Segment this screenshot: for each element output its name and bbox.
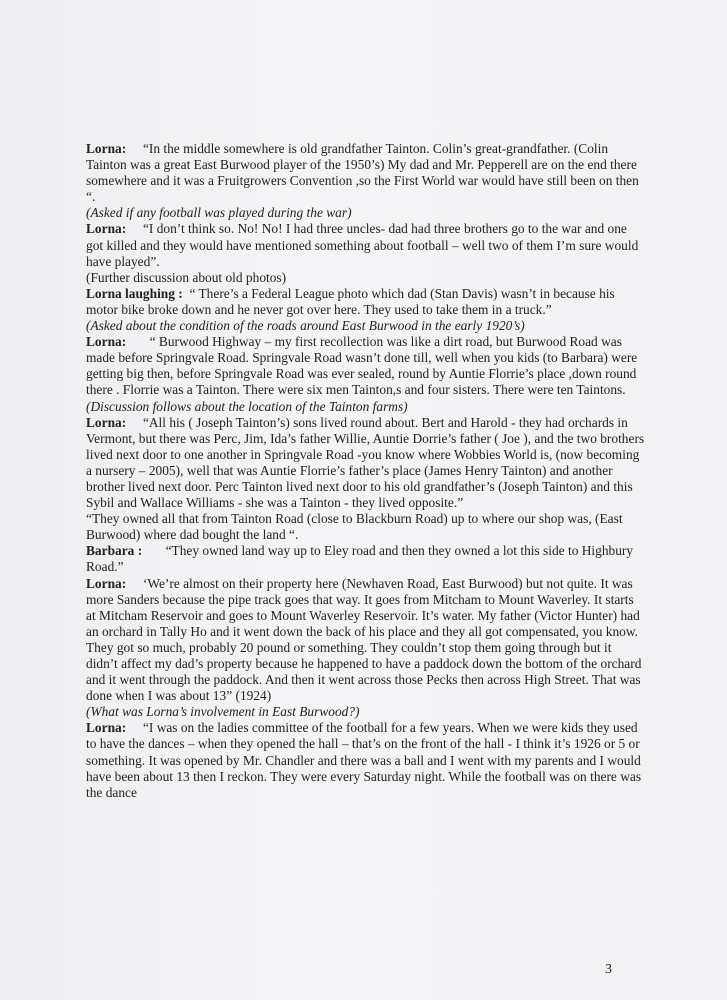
paragraph-text: “In the middle somewhere is old grandfather Tainton. Colin’s great-grandfather. (Colin Tainton was a great East Burwood player of the 1950’s) My dad and Mr. Pepperell are on the end there somewhere and it was a Fruitgrowers Convention ,so the First World war would have still been on then “. (86, 141, 639, 205)
transcript-paragraph (86, 286, 646, 318)
speaker-label: Lorna: (86, 334, 127, 350)
paragraph-text: “They owned all that from Tainton Road (close to Blackburn Road) up to where our shop was, (East Burwood) where dad bought the land “. (86, 511, 623, 543)
paragraph-text: (Asked if any football was played during the war) (86, 205, 352, 221)
transcript-paragraph (86, 318, 646, 334)
speaker-label: Lorna: (86, 414, 127, 430)
speaker-gap (126, 141, 143, 156)
paragraph-text: “All his ( Joseph Tainton’s) sons lived round about. Bert and Harold - they had orchards in Vermont, but there was Perc, Jim, Ida’s father Willie, Auntie Dorrie’s father ( Joe ), and the two brothers lived next door to one another in Springvale Road -you know where Wobbies World is, (now becoming a nursery – 2005), well that was Auntie Florrie’s father’s place (James Henry Tainton) and another brother lived next door. Perc Tainton lived next door to his old grandfather’s (Joseph Tainton) and this Sybil and Wallace Williams - she was a Tainton - they lived opposite.” (86, 414, 645, 511)
transcript-paragraph (86, 576, 646, 705)
transcript-paragraph (86, 720, 646, 800)
speaker-gap (126, 221, 143, 236)
speaker-gap (126, 334, 149, 349)
page-number: 3 (605, 962, 612, 977)
transcript-paragraph (86, 270, 646, 286)
transcript-paragraph (86, 543, 646, 575)
paragraph-text: “I was on the ladies committee of the football for a few years. When we were kids they used to have the dances – when they opened the hall – that’s on the front of the hall - I think it’s 1926 or 5 or something. It was opened by Mr. Chandler and there was a ball and I went with my parents and I would have been about 13 then I reckon. They were every Saturday night. While the football was on there was the dance (86, 720, 642, 800)
transcript-paragraph (86, 205, 646, 221)
transcript-paragraph (86, 415, 646, 512)
paragraph-text: (What was Lorna’s involvement in East Burwood?) (86, 704, 360, 720)
paragraph-text: “I don’t think so. No! No! I had three uncles- dad had three brothers go to the war and one got killed and they would have mentioned something about football – well two of them I’m sure would have played”. (86, 221, 639, 269)
speaker-gap (126, 576, 143, 591)
transcript-paragraph (86, 221, 646, 269)
speaker-label: Lorna: (86, 720, 127, 736)
speaker-gap (142, 543, 165, 558)
transcript-paragraph (86, 704, 646, 720)
transcript-paragraph (86, 141, 646, 205)
transcript-paragraph (86, 334, 646, 398)
transcript-paragraph (86, 399, 646, 415)
paragraph-text: “ Burwood Highway – my first recollection was like a dirt road, but Burwood Road was made before Springvale Road. Springvale Road wasn’t done till, well when you kids (to Barbara) were getting big then, before Springvale Road was ever sealed, round by Auntie Florrie’s place ,down round there . Florrie was a Tainton. There were six men Tainton,s and four sisters. There were ten Taintons. (86, 334, 638, 398)
transcript-paragraph (86, 511, 646, 543)
paragraph-text: “They owned land way up to Eley road and then they owned a lot this side to Highbury Road.” (86, 543, 634, 575)
speaker-gap (126, 720, 143, 735)
paragraph-text: (Discussion follows about the location of the Tainton farms) (86, 398, 408, 414)
speaker-label: Barbara : (86, 543, 143, 559)
speaker-label: Lorna laughing : (86, 285, 183, 301)
paragraph-text: ‘We’re almost on their property here (Newhaven Road, East Burwood) but not quite. It was more Sanders because the pipe track goes that way. It goes from Mitcham to Mount Waverley. It starts at Mitcham Reservoir and goes to Mount Waverley Reservoir. It’s water. My father (Victor Hunter) had an orchard in Tally Ho and it went down the back of his place and they all got compensated, you know. They got so much, probably 20 pound or something. They couldn’t stop them going through but it didn’t affect my dad’s property because he happened to have a paddock down the bottom of the orchard and it went through the paddock. And then it went across those Pecks then across High Street. That was done when I was about 13” (1924) (86, 575, 642, 704)
paragraph-text: (Further discussion about old photos) (86, 269, 287, 285)
transcript-body (86, 141, 646, 801)
speaker-gap (126, 415, 143, 430)
paragraph-text: (Asked about the condition of the roads around East Burwood in the early 1920’s) (86, 318, 525, 334)
paragraph-text: “ There’s a Federal League photo which dad (Stan Davis) wasn’t in because his motor bike broke down and he never got over here. They used to take them in a truck.” (86, 285, 615, 317)
speaker-label: Lorna: (86, 221, 127, 237)
speaker-label: Lorna: (86, 141, 127, 156)
speaker-label: Lorna: (86, 575, 127, 591)
